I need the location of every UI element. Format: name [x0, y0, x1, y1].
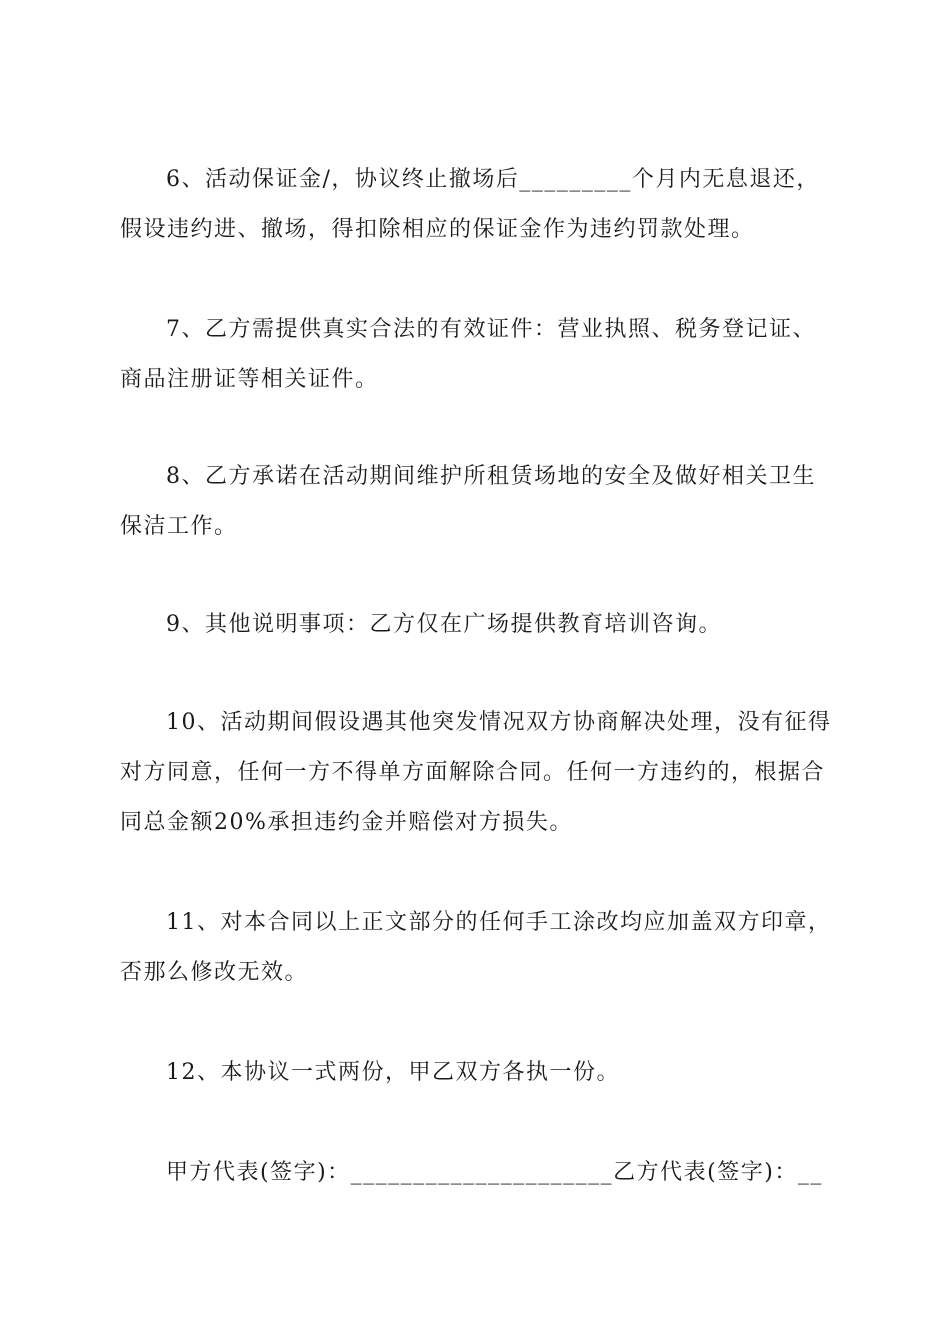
clause-8: 8、乙方承诺在活动期间维护所租赁场地的安全及做好相关卫生保洁工作。: [120, 464, 816, 539]
clause-9: 9、其他说明事项：乙方仅在广场提供教育培训咨询。: [166, 612, 722, 637]
clause-10: 10、活动期间假设遇其他突发情况双方协商解决处理，没有征得对方同意，任何一方不得单方面解除合同。任何一方违约的，根据合同总金额20%承担违约金并赔偿对方损失。: [120, 710, 832, 835]
clause-11: 11、对本合同以上正文部分的任何手工涂改均应加盖双方印章，否那么修改无效。: [120, 910, 832, 985]
clause-12: 12、本协议一式两份，甲乙双方各执一份。: [166, 1060, 620, 1085]
clause-6: 6、活动保证金/，协议终止撤场后_________个月内无息退还，假设违约进、撤场，得扣除相应的保证金作为违约罚款处理。: [120, 167, 820, 242]
signature-line: 甲方代表(签字)：_____________________乙方代表(签字)：__: [166, 1160, 823, 1185]
clause-7: 7、乙方需提供真实合法的有效证件：营业执照、税务登记证、商品注册证等相关证件。: [120, 317, 816, 392]
